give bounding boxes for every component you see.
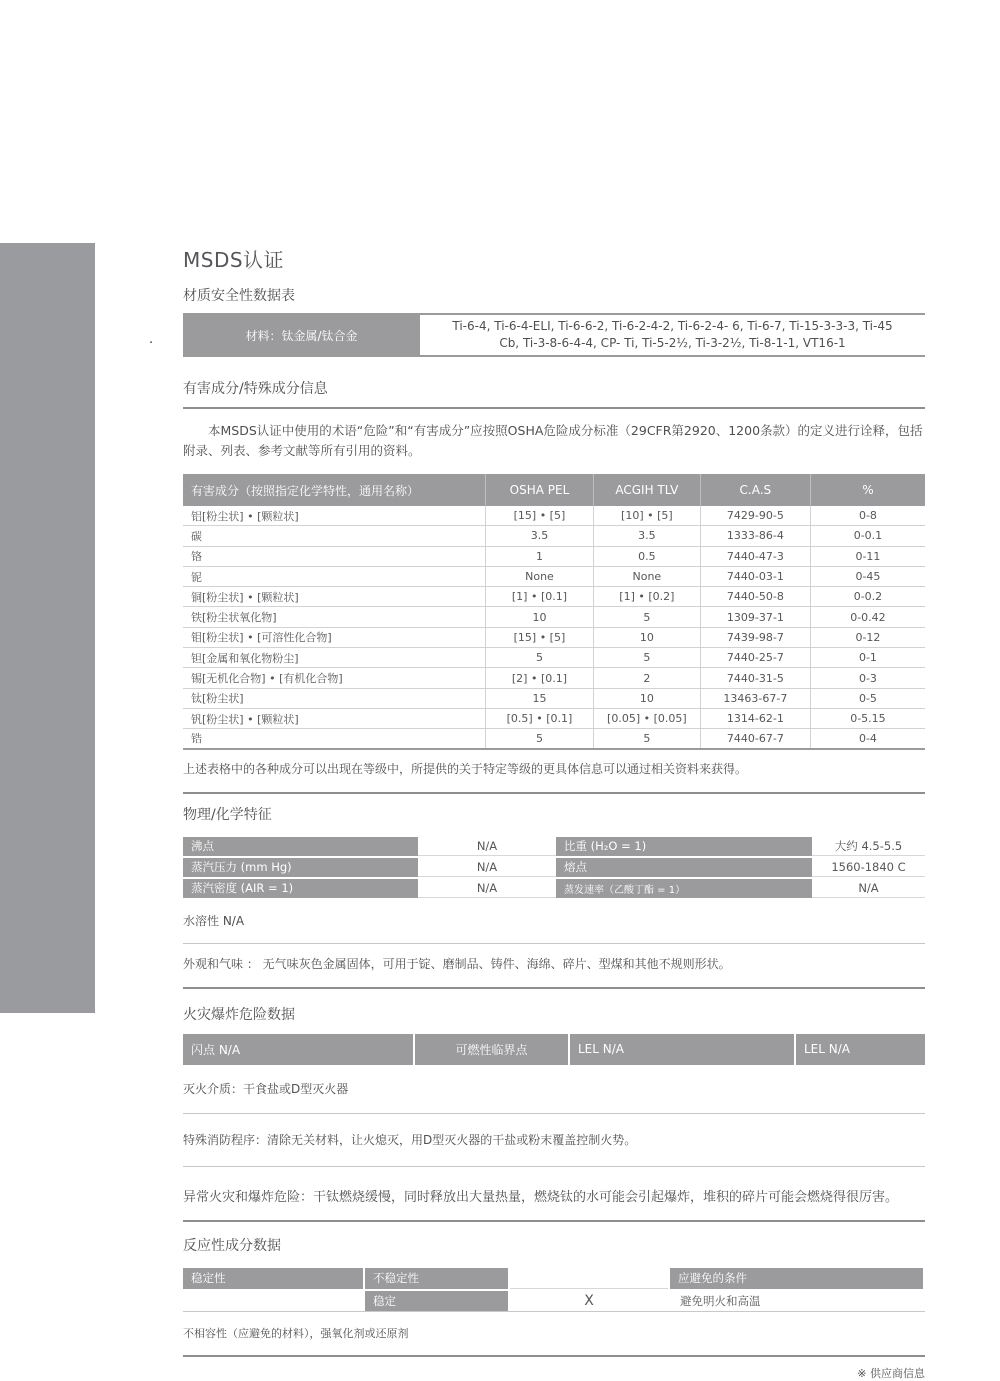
acgih-cell: 5 — [593, 729, 700, 747]
header-percent: % — [810, 474, 925, 506]
cas-cell: 1309-37-1 — [700, 607, 810, 626]
cas-cell: 7440-47-3 — [700, 547, 810, 566]
lel-cell: LEL N/A — [570, 1034, 794, 1065]
acgih-cell: 10 — [593, 689, 700, 708]
component-cell: 钽[金属和氧化物粉尘] — [191, 651, 299, 665]
physical-table — [183, 837, 925, 898]
physical-value-cell: N/A — [418, 879, 556, 898]
conditions-header-cell: 应避免的条件 — [670, 1268, 923, 1289]
hazard-row — [183, 628, 925, 648]
physical-value-cell: N/A — [418, 858, 556, 877]
alloy-list-line2: Cb, Ti-3-8-6-4-4, CP- Ti, Ti-5-2½, Ti-3-2½, Ti-8-1-1, VT16-1 — [499, 336, 846, 350]
material-table — [183, 313, 925, 357]
component-cell: 铬 — [191, 550, 202, 564]
osha-cell: [15] • [5] — [485, 506, 593, 525]
appearance-line: 外观和气味 ： 无气味灰色金属固体，可用于锭、磨制品、铸件、海绵、碎片、型煤和其他不规则形状。 — [183, 956, 731, 971]
osha-cell: 3.5 — [485, 526, 593, 545]
header-cas: C.A.S — [700, 474, 810, 506]
stability-header-cell: 稳定性 — [183, 1268, 363, 1289]
physical-label-cell: 蒸汽密度 (AIR = 1) — [183, 879, 418, 898]
percent-cell: 0-0.2 — [810, 587, 925, 606]
page-title: MSDS认证 — [183, 248, 285, 272]
material-label-cell: 材料：钛金属/钛合金 — [183, 315, 420, 355]
condition-value-cell: 避免明火和高温 — [680, 1293, 761, 1308]
supplier-info-note: ※ 供应商信息 — [857, 1366, 925, 1380]
physical-value-cell: 1560-1840 C — [812, 858, 925, 877]
flammable-limits-cell: 可燃性临界点 — [415, 1034, 568, 1065]
cas-cell: 1333-86-4 — [700, 526, 810, 545]
cas-cell: 1314-62-1 — [700, 709, 810, 728]
component-cell: 钒[粉尘状] • [颗粒状] — [191, 712, 299, 726]
section-divider — [183, 1220, 925, 1222]
percent-cell: 0-5.15 — [810, 709, 925, 728]
hazard-intro-paragraph: 本MSDS认证中使用的术语“危险”和“有害成分”应按照OSHA危险成分标准（29CFR第2920、1200条款）的定义进行诠释，包括附录、列表、参考文献等所有引用的资料。 — [183, 423, 923, 458]
percent-cell: 0-5 — [810, 689, 925, 708]
cas-cell: 7429-90-5 — [700, 506, 810, 525]
acgih-cell: 2 — [593, 668, 700, 687]
acgih-cell: [0.05] • [0.05] — [593, 709, 700, 728]
component-cell: 锡[无机化合物] • [有机化合物] — [191, 672, 343, 686]
osha-cell: [1] • [0.1] — [485, 587, 593, 606]
component-cell: 铝[粉尘状] • [颗粒状] — [191, 509, 299, 523]
acgih-cell: 3.5 — [593, 526, 700, 545]
acgih-cell: [1] • [0.2] — [593, 587, 700, 606]
percent-cell: 0-45 — [810, 567, 925, 586]
acgih-cell: 0.5 — [593, 547, 700, 566]
section-divider — [183, 1355, 925, 1357]
fire-hazard-table — [183, 1034, 925, 1065]
cas-cell: 7440-50-8 — [700, 587, 810, 606]
left-gray-sidebar — [0, 243, 95, 1013]
physical-section-heading: 物理/化学特征 — [183, 806, 272, 823]
percent-cell: 0-8 — [810, 506, 925, 525]
cas-cell: 7440-03-1 — [700, 567, 810, 586]
hazard-footnote: 上述表格中的各种成分可以出现在等级中，所提供的关于特定等级的更具体信息可以通过相关资料来获得。 — [183, 761, 748, 776]
cas-cell: 7440-31-5 — [700, 668, 810, 687]
section-divider — [183, 987, 925, 989]
reactivity-section-heading: 反应性成分数据 — [183, 1237, 281, 1254]
osha-cell: 15 — [485, 689, 593, 708]
reactivity-data-row — [183, 1291, 925, 1312]
section-divider — [183, 792, 925, 794]
alloy-list-cell — [420, 315, 925, 355]
header-osha-pel: OSHA PEL — [485, 474, 593, 506]
unstable-header-cell: 不稳定性 — [365, 1268, 508, 1289]
osha-cell: [0.5] • [0.1] — [485, 709, 593, 728]
reactivity-header-row — [183, 1268, 925, 1289]
physical-row — [183, 858, 925, 877]
physical-label-cell: 沸点 — [183, 837, 418, 856]
hazard-row — [183, 709, 925, 729]
hazard-row — [183, 648, 925, 668]
acgih-cell: 5 — [593, 607, 700, 626]
section-divider — [183, 407, 925, 409]
cas-cell: 7439-98-7 — [700, 628, 810, 647]
alloy-list-line1: Ti-6-4, Ti-6-4-ELI, Ti-6-6-2, Ti-6-2-4-2, Ti-6-2-4- 6, Ti-6-7, Ti-15-3-3-3, Ti-45 — [452, 319, 893, 333]
physical-row — [183, 837, 925, 856]
physical-label-cell: 蒸汽压力 (mm Hg) — [183, 858, 418, 877]
component-cell: 钼[粉尘状] • [可溶性化合物] — [191, 631, 332, 645]
physical-label-cell: 蒸发速率（乙酸丁酯 = 1） — [556, 879, 812, 898]
hazard-row — [183, 689, 925, 709]
stable-label-cell: 稳定 — [365, 1291, 508, 1311]
component-cell: 锆 — [191, 732, 202, 746]
acgih-cell: [10] • [5] — [593, 506, 700, 525]
hazard-table-header — [183, 474, 925, 506]
empty-cell — [510, 1268, 668, 1289]
cas-cell: 7440-25-7 — [700, 648, 810, 667]
osha-cell: None — [485, 567, 593, 586]
cas-cell: 13463-67-7 — [700, 689, 810, 708]
physical-label-cell: 比重 (H₂O = 1) — [556, 837, 812, 856]
hazard-row — [183, 607, 925, 627]
header-acgih-tlv: ACGIH TLV — [593, 474, 700, 506]
cas-cell: 7440-67-7 — [700, 729, 810, 747]
special-procedures-line: 特殊消防程序：清除无关材料，让火熄灭，用D型灭火器的干盐或粉末覆盖控制火势。 — [183, 1132, 637, 1147]
stable-mark-cell: X — [584, 1292, 594, 1309]
percent-cell: 0-0.1 — [810, 526, 925, 545]
osha-cell: [2] • [0.1] — [485, 668, 593, 687]
osha-cell: 1 — [485, 547, 593, 566]
percent-cell: 0-11 — [810, 547, 925, 566]
thin-divider — [183, 943, 925, 944]
percent-cell: 0-0.42 — [810, 607, 925, 626]
hazard-row — [183, 587, 925, 607]
physical-value-cell: N/A — [418, 837, 556, 856]
component-cell: 铁[粉尘状氧化物] — [191, 611, 277, 625]
percent-cell: 0-1 — [810, 648, 925, 667]
flash-point-cell: 闪点 N/A — [183, 1034, 413, 1065]
component-cell: 铌 — [191, 570, 202, 584]
unusual-hazards-line: 异常火灾和爆炸危险：干钛燃烧缓慢，同时释放出大量热量，燃烧钛的水可能会引起爆炸，堆积的碎片可能会燃烧得很厉害。 — [183, 1189, 899, 1205]
header-component: 有害成分（按照指定化学特性，通用名称） — [191, 483, 420, 498]
acgih-cell: 10 — [593, 628, 700, 647]
percent-cell: 0-4 — [810, 729, 925, 747]
component-cell: 钛[粉尘状] — [191, 692, 244, 706]
hazard-table — [183, 474, 925, 750]
physical-row — [183, 879, 925, 898]
hazard-row — [183, 668, 925, 688]
extinguishing-media-line: 灭火介质：干食盐或D型灭火器 — [183, 1081, 349, 1096]
reactivity-table — [183, 1268, 925, 1312]
uel-cell: LEL N/A — [796, 1034, 925, 1065]
thin-divider — [183, 1113, 925, 1114]
sheet-subtitle: 材质安全性数据表 — [183, 288, 295, 304]
osha-cell: 5 — [485, 648, 593, 667]
hazard-row — [183, 526, 925, 546]
acgih-cell: 5 — [593, 648, 700, 667]
osha-cell: 10 — [485, 607, 593, 626]
hazard-section-heading: 有害成分/特殊成分信息 — [183, 381, 328, 397]
component-cell: 铜[粉尘状] • [颗粒状] — [191, 590, 299, 604]
thin-divider — [183, 1166, 925, 1167]
percent-cell: 0-12 — [810, 628, 925, 647]
physical-value-cell: N/A — [812, 879, 925, 898]
fire-section-heading: 火灾爆炸危险数据 — [183, 1006, 295, 1023]
hazard-row — [183, 547, 925, 567]
component-cell: 碳 — [191, 529, 202, 543]
empty-cell — [183, 1291, 363, 1311]
osha-cell: [15] • [5] — [485, 628, 593, 647]
physical-label-cell: 熔点 — [556, 858, 812, 877]
percent-cell: 0-3 — [810, 668, 925, 687]
incompatibility-line: 不相容性（应避免的材料），强氧化剂或还原剂 — [183, 1326, 409, 1340]
solubility-line: 水溶性 N/A — [183, 913, 245, 928]
physical-value-cell: 大约 4.5-5.5 — [812, 837, 925, 856]
hazard-row — [183, 506, 925, 526]
hazard-row — [183, 729, 925, 749]
hazard-row — [183, 567, 925, 587]
osha-cell: 5 — [485, 729, 593, 747]
stray-period: . — [149, 332, 154, 347]
document-body — [183, 0, 925, 1381]
acgih-cell: None — [593, 567, 700, 586]
